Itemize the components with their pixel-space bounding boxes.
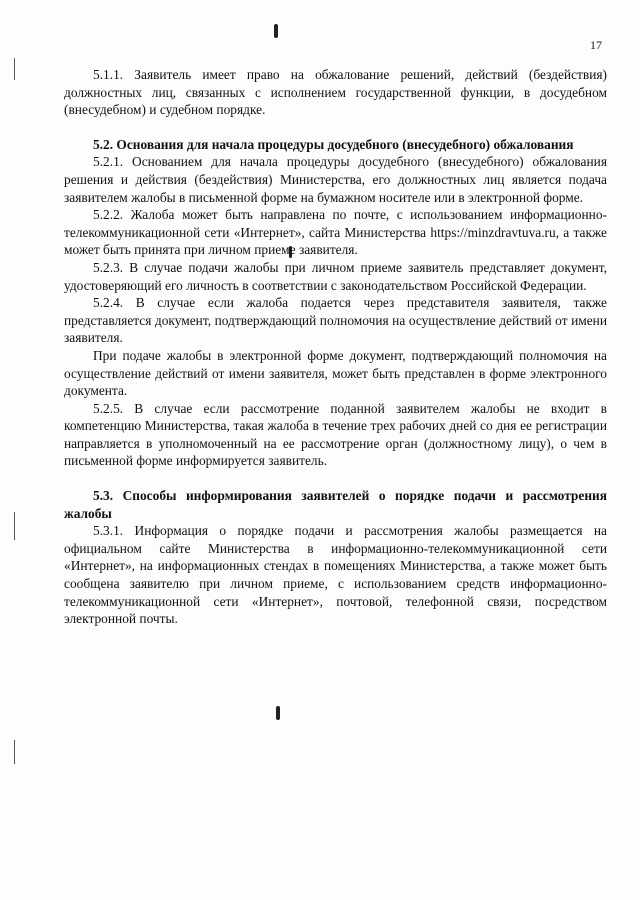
paragraph: 5.2.5. В случае если рассмотрение поданной заявителем жалобы не входит в компетенцию Министерства, такая жалоба в течение трех рабочих дней со дня ее регистрации направляется в уполномоченный на ее рассмотрение орган (должностному лицу), о чем в письменной форме информируется заявитель. bbox=[64, 400, 607, 469]
document-body bbox=[64, 66, 607, 628]
paragraph: При подаче жалобы в электронной форме документ, подтверждающий полномочия на осуществление действий от имени заявителя, может быть представлен в форме электронного документа. bbox=[64, 347, 607, 399]
paragraph: 5.2.1. Основанием для начала процедуры досудебного (внесудебного) обжалования решения и действия (бездействия) Министерства, его должностных лиц является подача заявителем жалобы в письменной форме на бумажном носителе или в электронной форме. bbox=[64, 154, 607, 205]
scan-mark-lower bbox=[276, 706, 280, 720]
paragraph-gap bbox=[64, 119, 607, 136]
section-heading: 5.3. Способы информирования заявителей о порядке подачи и рассмотрения жалобы bbox=[64, 488, 607, 521]
scan-mark-top bbox=[274, 24, 278, 38]
scan-edge-line-middle bbox=[14, 512, 15, 540]
paragraph: 5.2.3. В случае подачи жалобы при личном приеме заявитель представляет документ, удостоверяющий его личность в соответствии с законодательством Российской Федерации. bbox=[64, 259, 607, 293]
paragraph: 5.2.4. В случае если жалоба подается через представителя заявителя, также представляется документ, подтверждающий полномочия на осуществление действий от имени заявителя. bbox=[64, 295, 607, 346]
paragraph: 5.2.2. Жалоба может быть направлена по почте, с использованием информационно-телекоммуникационной сети «Интернет», сайта Министерства https://minzdravtuva.ru, а также может быть принята при личном приеме заявителя. bbox=[64, 207, 607, 258]
scan-edge-line-top bbox=[14, 58, 15, 80]
paragraph-gap bbox=[64, 470, 607, 487]
scan-edge-line-bottom bbox=[14, 740, 15, 764]
paragraph: 5.1.1. Заявитель имеет право на обжалование решений, действий (бездействия) должностных лиц, связанных с исполнением государственной функции, в досудебном (внесудебном) и судебном порядке. bbox=[64, 67, 607, 118]
paragraph: 5.3.1. Информация о порядке подачи и рассмотрения жалобы размещается на официальном сайте Министерства в информационно-телекоммуникационной сети «Интернет», на информационных стендах в помещениях Министерства, а также может быть сообщена заявителю при личном приеме, с использованием средств информационно-телекоммуникационной сети «Интернет», почтовой, телефонной связи, посредством электронной почты. bbox=[64, 523, 607, 627]
section-heading: 5.2. Основания для начала процедуры досудебного (внесудебного) обжалования bbox=[93, 136, 574, 152]
page-number: 17 bbox=[590, 38, 602, 52]
